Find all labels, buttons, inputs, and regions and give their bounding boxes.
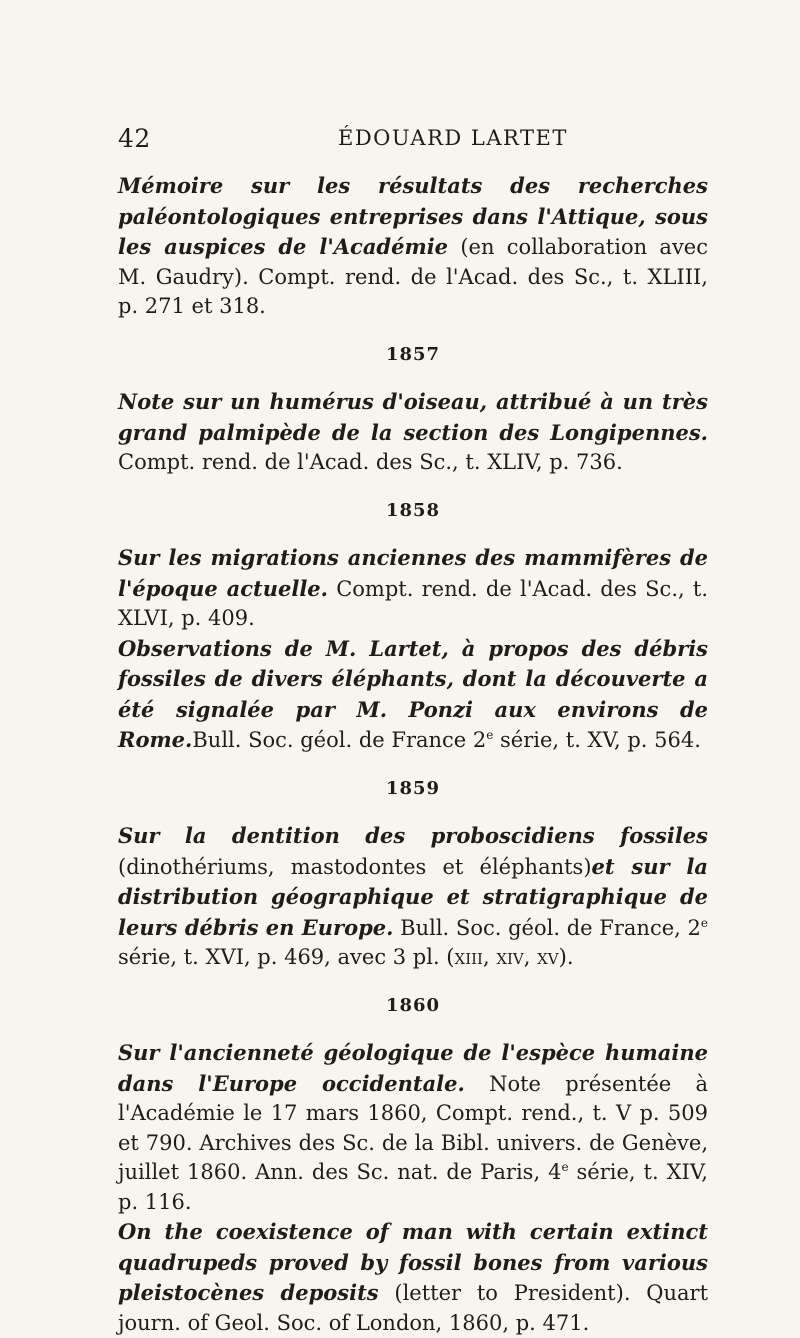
year-heading-1858: 1858 xyxy=(385,499,441,521)
entry-title: Sur l'ancienneté géologique de l'espèce humaine dans l'Europe occidentale. xyxy=(118,1040,708,1096)
bibliography-entry-1 xyxy=(118,171,708,322)
entry-text-2: série, t. XV, p. 564. xyxy=(493,728,701,752)
bibliography-list xyxy=(118,171,708,1338)
entry-text: Compt. rend. de l'Acad. des Sc., t. XLIV, p. 736. xyxy=(118,450,623,474)
entry-title: Sur la dentition des proboscidiens fossiles xyxy=(118,823,708,848)
year-heading-1859: 1859 xyxy=(385,777,441,799)
entry-text: Bull. Soc. géol. de France 2 xyxy=(192,728,487,752)
entry-text-4: ). xyxy=(558,945,574,969)
entry-title: Note sur un humérus d'oiseau, attribué à un très grand palmipède de la section des Longipennes. xyxy=(118,389,708,445)
superscript: e xyxy=(561,1160,569,1174)
bibliography-entry-7 xyxy=(118,1217,708,1338)
page-header xyxy=(118,124,708,158)
running-title: ÉDOUARD LARTET xyxy=(338,126,568,150)
entry-text: (letter to President). Quart journ. of Geol. Soc. of London, 1860, p. 471. xyxy=(118,1281,709,1335)
entry-text: (en collaboration avec M. Gaudry). Compt. rend. de l'Acad. des Sc., t. XLIII, p. 271 et 318. xyxy=(118,235,708,318)
entry-text: Compt. rend. de l'Acad. des Sc., t. XLVI, p. 409. xyxy=(118,576,709,630)
bibliography-entry-5 xyxy=(118,821,708,973)
bibliography-entry-6 xyxy=(118,1038,708,1217)
entry-text: Note présentée à l'Académie le 17 mars 1860, Compt. rend., t. V p. 509 et 790. Archives des Sc. de la Bibl. univers. de Genève, juillet 1860. Ann. des Sc. nat. de Paris, 4 xyxy=(118,1071,708,1184)
entry-text-2: série, t. XIV, p. 116. xyxy=(118,1160,708,1214)
year-heading-1857: 1857 xyxy=(385,343,441,365)
year-heading-1860: 1860 xyxy=(385,994,441,1016)
entry-text: (dinothériums, mastodontes et éléphants) xyxy=(118,854,592,879)
bibliography-entry-3 xyxy=(118,543,708,634)
bibliography-entry-4 xyxy=(118,634,708,756)
superscript: e xyxy=(700,915,708,930)
superscript: e xyxy=(486,728,494,742)
entry-title: Sur les migrations anciennes des mammifères de l'époque actuelle. xyxy=(118,545,708,601)
entry-title: Mémoire sur les résultats des recherches paléontologiques entreprises dans l'Attique, sous les auspices de l'Académie xyxy=(118,173,708,259)
bibliography-entry-2 xyxy=(118,387,708,478)
entry-title: Observations de M. Lartet, à propos des débris fossiles de divers éléphants, dont la découverte a été signalée par M. Ponzi aux environs de Rome. xyxy=(118,635,708,752)
entry-text-3: série, t. XVI, p. 469, avec 3 pl. ( xyxy=(118,945,455,969)
entry-title-2: et sur la distribution géographique et stratigraphique de leurs débris en Europe. xyxy=(118,853,708,940)
entry-title: On the coexistence of man with certain extinct quadrupeds proved by fossil bones from various pleistocènes deposits xyxy=(118,1219,708,1305)
plate-numbers: xiii, xiv, xv xyxy=(454,945,559,969)
page-number: 42 xyxy=(118,124,151,153)
entry-text-2: Bull. Soc. géol. de France, 2 xyxy=(393,915,701,940)
